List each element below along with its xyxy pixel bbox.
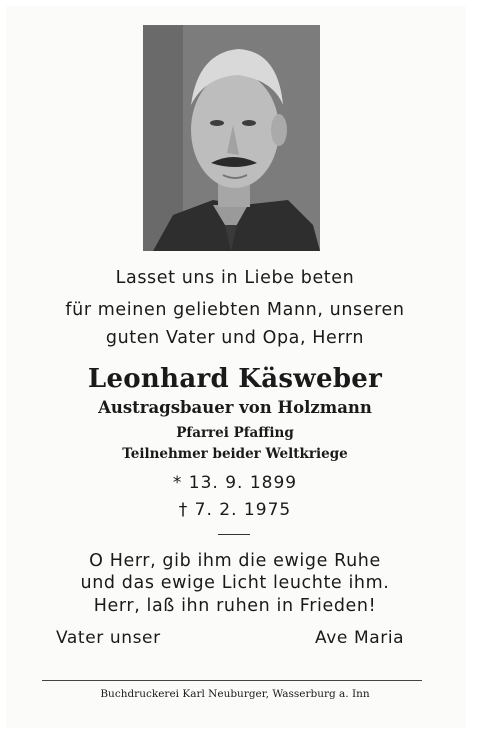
birth-date: * 13. 9. 1899 [172, 473, 298, 493]
deceased-name: Leonhard Käsweber [87, 364, 383, 394]
closing-line-1: O Herr, gib ihm die ewige Ruhe [89, 551, 381, 571]
closing-line-3: Herr, laß ihn ruhen in Frieden! [93, 596, 377, 616]
printer-credit: Buchdruckerei Karl Neuburger, Wasserburg a. Inn [100, 688, 370, 700]
closing-line-2: und das ewige Licht leuchte ihm. [80, 573, 390, 593]
prayer-ave-maria: Ave Maria [315, 628, 405, 648]
footer-rule [42, 680, 422, 681]
parish: Pfarrei Pfaffing [176, 425, 294, 441]
prayer-vater-unser: Vater unser [56, 628, 161, 648]
prayer-line-2: für meinen geliebten Mann, unseren [65, 300, 405, 320]
prayer-line-3: guten Vater und Opa, Herrn [105, 328, 365, 348]
divider-dash [218, 534, 250, 535]
note: Teilnehmer beider Weltkriege [122, 446, 348, 462]
portrait-photo [143, 25, 320, 251]
prayer-line-1: Lasset uns in Liebe beten [115, 268, 355, 288]
death-date: † 7. 2. 1975 [178, 500, 292, 520]
portrait-image [143, 25, 320, 251]
deceased-title: Austragsbauer von Holzmann [98, 398, 372, 417]
